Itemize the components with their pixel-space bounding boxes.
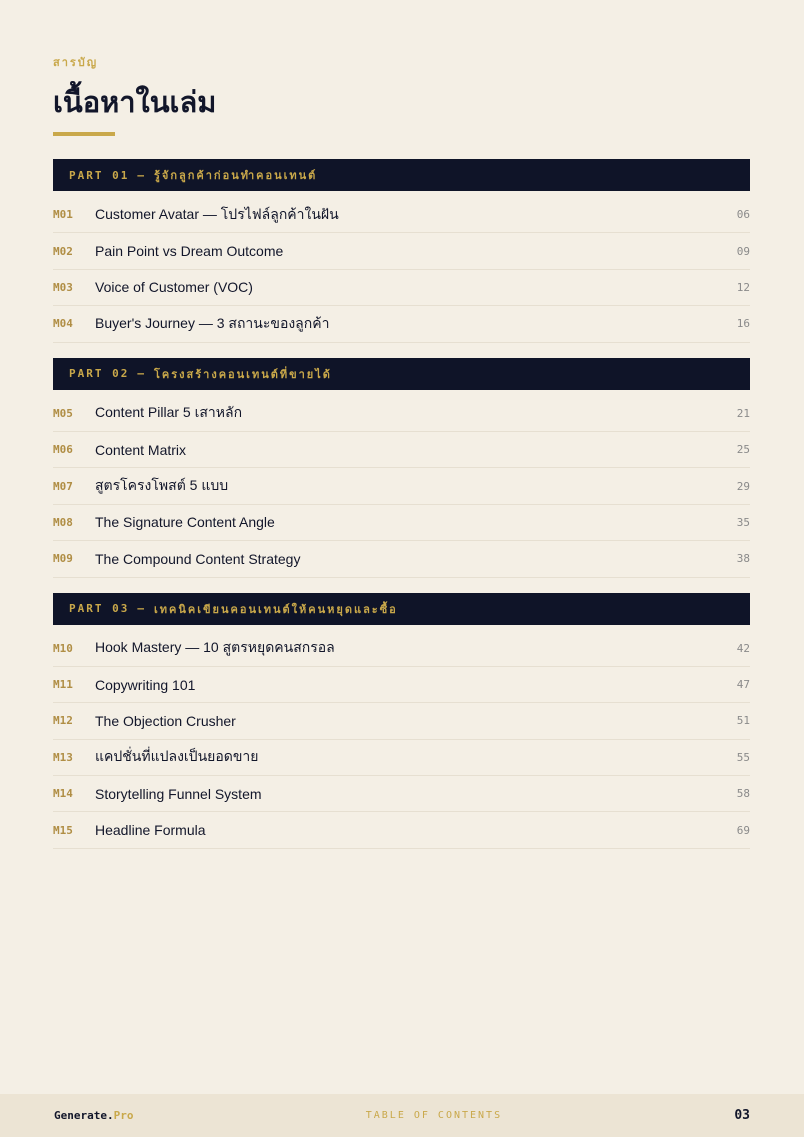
entry-page-number: 09	[736, 244, 750, 258]
toc-entry[interactable]	[53, 667, 750, 703]
entry-page-number: 16	[736, 317, 750, 331]
entry-code: M05	[53, 406, 73, 420]
part-header	[53, 358, 750, 390]
entry-code: M08	[53, 515, 73, 529]
part-title: โครงสร้างคอนเทนต์ที่ขายได้	[153, 367, 332, 381]
footer-page-number: 03	[734, 1108, 750, 1123]
entry-code: M11	[53, 678, 73, 692]
toc-entry[interactable]	[53, 505, 750, 541]
toc-entry[interactable]	[53, 396, 750, 432]
entry-title: Storytelling Funnel System	[95, 785, 262, 802]
toc-part-group	[53, 358, 750, 578]
footer-brand-accent: Pro	[113, 1109, 134, 1122]
entry-title: แคปชั่นที่แปลงเป็นยอดขาย	[95, 748, 259, 765]
entry-code: M13	[53, 750, 73, 764]
toc-entry[interactable]	[53, 703, 750, 739]
entry-title: Customer Avatar — โปรไฟล์ลูกค้าในฝัน	[95, 205, 339, 222]
entry-code: M07	[53, 479, 73, 493]
entry-page-number: 47	[736, 678, 750, 692]
toc-entry[interactable]	[53, 631, 750, 667]
footer-brand	[54, 1109, 133, 1122]
toc-entry[interactable]	[53, 740, 750, 776]
table-of-contents	[53, 159, 750, 864]
entry-code: M14	[53, 787, 73, 801]
page-title: เนื้อหาในเล่ม	[53, 85, 217, 119]
part-header	[53, 593, 750, 625]
entry-code: M04	[53, 317, 73, 331]
entry-page-number: 35	[736, 515, 750, 529]
toc-entry[interactable]	[53, 233, 750, 269]
entry-title: Copywriting 101	[95, 676, 196, 693]
entry-page-number: 42	[736, 641, 750, 655]
entry-page-number: 38	[736, 552, 750, 566]
entry-page-number: 21	[736, 406, 750, 420]
entry-code: M09	[53, 552, 73, 566]
part-label: PART 03	[69, 602, 130, 616]
title-underline	[53, 132, 115, 136]
toc-entry[interactable]	[53, 432, 750, 468]
toc-entry[interactable]	[53, 541, 750, 577]
part-dash: —	[137, 367, 146, 381]
part-header	[53, 159, 750, 191]
toc-part-group	[53, 159, 750, 343]
entry-title: The Objection Crusher	[95, 712, 236, 729]
entry-title: Content Pillar 5 เสาหลัก	[95, 404, 243, 421]
part-dash: —	[137, 602, 146, 616]
footer-brand-main: Generate.	[54, 1109, 114, 1122]
part-title: เทคนิคเขียนคอนเทนต์ให้คนหยุดและซื้อ	[153, 602, 398, 616]
part-dash: —	[137, 168, 146, 182]
entry-page-number: 29	[736, 479, 750, 493]
entry-code: M10	[53, 641, 73, 655]
entry-code: M02	[53, 244, 73, 258]
page-footer	[0, 1094, 804, 1137]
toc-entry[interactable]	[53, 306, 750, 342]
toc-entry[interactable]	[53, 197, 750, 233]
toc-part-group	[53, 593, 750, 849]
part-title: รู้จักลูกค้าก่อนทำคอนเทนต์	[153, 169, 318, 182]
entry-title: Headline Formula	[95, 822, 206, 839]
entry-page-number: 55	[736, 750, 750, 764]
entry-title: The Signature Content Angle	[95, 514, 275, 531]
part-label: PART 02	[69, 367, 130, 381]
entry-code: M01	[53, 208, 73, 222]
entry-code: M06	[53, 443, 73, 457]
entry-page-number: 51	[736, 714, 750, 728]
entry-code: M15	[53, 823, 73, 837]
entry-page-number: 58	[736, 787, 750, 801]
toc-entry[interactable]	[53, 270, 750, 306]
toc-entry[interactable]	[53, 776, 750, 812]
entry-page-number: 12	[736, 280, 750, 294]
toc-entry[interactable]	[53, 812, 750, 848]
entry-page-number: 25	[736, 443, 750, 457]
entry-title: Voice of Customer (VOC)	[95, 279, 253, 296]
entry-title: สูตรโครงโพสต์ 5 แบบ	[95, 477, 229, 494]
entry-code: M12	[53, 714, 73, 728]
footer-section-label: TABLE OF CONTENTS	[365, 1110, 503, 1121]
entry-title: Content Matrix	[95, 441, 187, 458]
entry-title: Pain Point vs Dream Outcome	[95, 243, 284, 260]
page-kicker: สารบัญ	[53, 56, 99, 69]
entry-page-number: 69	[736, 823, 750, 837]
toc-entry[interactable]	[53, 468, 750, 504]
entry-page-number: 06	[736, 208, 750, 222]
entry-code: M03	[53, 280, 73, 294]
entry-title: Buyer's Journey — 3 สถานะของลูกค้า	[95, 314, 330, 331]
part-label: PART 01	[69, 168, 130, 182]
entry-title: The Compound Content Strategy	[95, 550, 301, 567]
entry-title: Hook Mastery — 10 สูตรหยุดคนสกรอล	[95, 639, 335, 656]
